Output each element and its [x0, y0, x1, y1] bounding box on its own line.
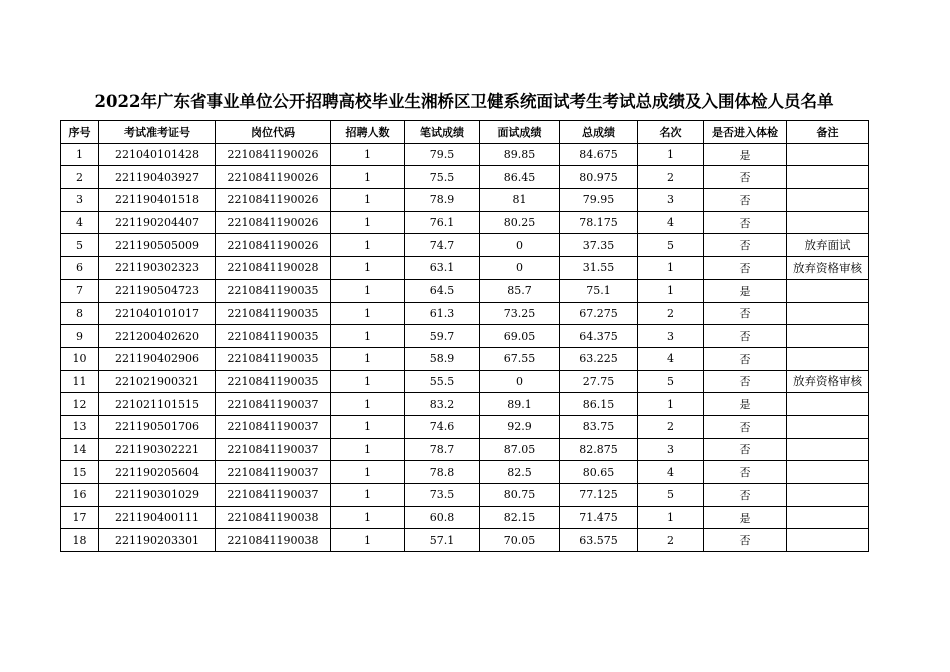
cell-index: 7	[61, 279, 99, 302]
cell-written-score: 73.5	[405, 484, 480, 507]
cell-recruit-count: 1	[331, 415, 405, 438]
cell-interview-score: 69.05	[480, 325, 560, 348]
cell-total-score: 63.575	[560, 529, 638, 552]
cell-remarks	[787, 143, 869, 166]
header-index: 序号	[61, 121, 99, 144]
cell-position-code: 2210841190026	[216, 211, 331, 234]
header-medical-exam: 是否进入体检	[704, 121, 787, 144]
cell-ticket-number: 221190204407	[99, 211, 216, 234]
table-row	[61, 529, 869, 552]
cell-medical-exam: 是	[704, 279, 787, 302]
cell-medical-exam: 否	[704, 325, 787, 348]
cell-written-score: 63.1	[405, 257, 480, 280]
cell-interview-score: 87.05	[480, 438, 560, 461]
table-row	[61, 166, 869, 189]
table-row	[61, 279, 869, 302]
cell-position-code: 2210841190037	[216, 484, 331, 507]
cell-interview-score: 86.45	[480, 166, 560, 189]
table-row	[61, 302, 869, 325]
cell-interview-score: 0	[480, 370, 560, 393]
cell-remarks	[787, 189, 869, 212]
cell-recruit-count: 1	[331, 325, 405, 348]
cell-ticket-number: 221021101515	[99, 393, 216, 416]
cell-medical-exam: 否	[704, 189, 787, 212]
cell-interview-score: 70.05	[480, 529, 560, 552]
table-row	[61, 461, 869, 484]
table-row	[61, 234, 869, 257]
cell-recruit-count: 1	[331, 211, 405, 234]
cell-ticket-number: 221190505009	[99, 234, 216, 257]
cell-rank: 2	[638, 302, 704, 325]
cell-written-score: 78.7	[405, 438, 480, 461]
cell-position-code: 2210841190038	[216, 529, 331, 552]
cell-position-code: 2210841190035	[216, 302, 331, 325]
cell-ticket-number: 221190301029	[99, 484, 216, 507]
cell-index: 14	[61, 438, 99, 461]
cell-total-score: 80.65	[560, 461, 638, 484]
cell-position-code: 2210841190026	[216, 189, 331, 212]
cell-rank: 4	[638, 211, 704, 234]
cell-medical-exam: 是	[704, 393, 787, 416]
cell-interview-score: 81	[480, 189, 560, 212]
results-table	[60, 120, 869, 552]
cell-position-code: 2210841190038	[216, 506, 331, 529]
cell-index: 10	[61, 347, 99, 370]
cell-written-score: 74.6	[405, 415, 480, 438]
cell-total-score: 82.875	[560, 438, 638, 461]
cell-position-code: 2210841190026	[216, 234, 331, 257]
cell-ticket-number: 221190504723	[99, 279, 216, 302]
cell-remarks	[787, 279, 869, 302]
header-ticket-number: 考试准考证号	[99, 121, 216, 144]
cell-rank: 1	[638, 393, 704, 416]
cell-interview-score: 82.15	[480, 506, 560, 529]
document-title: 2022年广东省事业单位公开招聘高校毕业生湘桥区卫健系统面试考生考试总成绩及入围体检人员名单	[94, 92, 834, 111]
cell-recruit-count: 1	[331, 529, 405, 552]
cell-total-score: 83.75	[560, 415, 638, 438]
cell-ticket-number: 221200402620	[99, 325, 216, 348]
table-row	[61, 211, 869, 234]
cell-written-score: 61.3	[405, 302, 480, 325]
cell-rank: 2	[638, 415, 704, 438]
cell-position-code: 2210841190035	[216, 347, 331, 370]
cell-remarks	[787, 529, 869, 552]
cell-written-score: 83.2	[405, 393, 480, 416]
header-remarks: 备注	[787, 121, 869, 144]
cell-total-score: 64.375	[560, 325, 638, 348]
cell-total-score: 71.475	[560, 506, 638, 529]
cell-interview-score: 92.9	[480, 415, 560, 438]
cell-total-score: 77.125	[560, 484, 638, 507]
cell-recruit-count: 1	[331, 279, 405, 302]
table-row	[61, 325, 869, 348]
cell-recruit-count: 1	[331, 438, 405, 461]
cell-ticket-number: 221040101428	[99, 143, 216, 166]
cell-total-score: 78.175	[560, 211, 638, 234]
cell-remarks	[787, 166, 869, 189]
cell-index: 16	[61, 484, 99, 507]
cell-recruit-count: 1	[331, 370, 405, 393]
cell-index: 12	[61, 393, 99, 416]
cell-written-score: 58.9	[405, 347, 480, 370]
cell-recruit-count: 1	[331, 234, 405, 257]
cell-index: 15	[61, 461, 99, 484]
header-recruit-count: 招聘人数	[331, 121, 405, 144]
cell-recruit-count: 1	[331, 257, 405, 280]
cell-rank: 5	[638, 370, 704, 393]
cell-ticket-number: 221190205604	[99, 461, 216, 484]
cell-index: 18	[61, 529, 99, 552]
cell-ticket-number: 221190203301	[99, 529, 216, 552]
cell-rank: 3	[638, 325, 704, 348]
header-interview-score: 面试成绩	[480, 121, 560, 144]
header-written-score: 笔试成绩	[405, 121, 480, 144]
cell-medical-exam: 否	[704, 529, 787, 552]
cell-medical-exam: 否	[704, 302, 787, 325]
table-row	[61, 415, 869, 438]
cell-ticket-number: 221190403927	[99, 166, 216, 189]
cell-interview-score: 80.75	[480, 484, 560, 507]
cell-interview-score: 0	[480, 234, 560, 257]
cell-position-code: 2210841190028	[216, 257, 331, 280]
cell-ticket-number: 221021900321	[99, 370, 216, 393]
cell-medical-exam: 否	[704, 211, 787, 234]
cell-written-score: 57.1	[405, 529, 480, 552]
cell-position-code: 2210841190026	[216, 166, 331, 189]
cell-medical-exam: 是	[704, 506, 787, 529]
cell-interview-score: 89.85	[480, 143, 560, 166]
cell-ticket-number: 221190400111	[99, 506, 216, 529]
cell-written-score: 59.7	[405, 325, 480, 348]
cell-index: 11	[61, 370, 99, 393]
table-row	[61, 347, 869, 370]
cell-rank: 4	[638, 347, 704, 370]
cell-index: 4	[61, 211, 99, 234]
cell-index: 8	[61, 302, 99, 325]
cell-written-score: 60.8	[405, 506, 480, 529]
cell-rank: 4	[638, 461, 704, 484]
cell-ticket-number: 221190401518	[99, 189, 216, 212]
cell-total-score: 37.35	[560, 234, 638, 257]
cell-recruit-count: 1	[331, 166, 405, 189]
cell-position-code: 2210841190026	[216, 143, 331, 166]
cell-rank: 2	[638, 529, 704, 552]
cell-rank: 3	[638, 438, 704, 461]
cell-medical-exam: 否	[704, 461, 787, 484]
cell-interview-score: 80.25	[480, 211, 560, 234]
cell-medical-exam: 否	[704, 370, 787, 393]
cell-rank: 5	[638, 484, 704, 507]
cell-rank: 1	[638, 506, 704, 529]
cell-total-score: 84.675	[560, 143, 638, 166]
table-row	[61, 189, 869, 212]
cell-medical-exam: 否	[704, 484, 787, 507]
cell-recruit-count: 1	[331, 484, 405, 507]
cell-recruit-count: 1	[331, 347, 405, 370]
table-row	[61, 438, 869, 461]
cell-recruit-count: 1	[331, 393, 405, 416]
cell-position-code: 2210841190037	[216, 415, 331, 438]
header-position-code: 岗位代码	[216, 121, 331, 144]
cell-recruit-count: 1	[331, 143, 405, 166]
table-row	[61, 484, 869, 507]
cell-rank: 2	[638, 166, 704, 189]
cell-position-code: 2210841190037	[216, 461, 331, 484]
cell-rank: 3	[638, 189, 704, 212]
cell-ticket-number: 221040101017	[99, 302, 216, 325]
cell-written-score: 78.9	[405, 189, 480, 212]
cell-written-score: 75.5	[405, 166, 480, 189]
cell-interview-score: 73.25	[480, 302, 560, 325]
cell-written-score: 55.5	[405, 370, 480, 393]
cell-rank: 5	[638, 234, 704, 257]
cell-recruit-count: 1	[331, 506, 405, 529]
cell-medical-exam: 是	[704, 143, 787, 166]
cell-medical-exam: 否	[704, 415, 787, 438]
cell-index: 17	[61, 506, 99, 529]
cell-remarks	[787, 347, 869, 370]
table-row	[61, 143, 869, 166]
cell-remarks	[787, 393, 869, 416]
cell-recruit-count: 1	[331, 461, 405, 484]
cell-medical-exam: 否	[704, 257, 787, 280]
cell-interview-score: 85.7	[480, 279, 560, 302]
cell-remarks	[787, 461, 869, 484]
cell-position-code: 2210841190035	[216, 279, 331, 302]
cell-total-score: 80.975	[560, 166, 638, 189]
cell-total-score: 27.75	[560, 370, 638, 393]
cell-remarks	[787, 302, 869, 325]
cell-written-score: 76.1	[405, 211, 480, 234]
cell-interview-score: 82.5	[480, 461, 560, 484]
cell-remarks: 放弃面试	[787, 234, 869, 257]
cell-total-score: 67.275	[560, 302, 638, 325]
cell-interview-score: 0	[480, 257, 560, 280]
cell-remarks	[787, 211, 869, 234]
cell-index: 3	[61, 189, 99, 212]
cell-index: 2	[61, 166, 99, 189]
cell-position-code: 2210841190037	[216, 393, 331, 416]
cell-interview-score: 89.1	[480, 393, 560, 416]
cell-remarks	[787, 506, 869, 529]
cell-ticket-number: 221190302323	[99, 257, 216, 280]
cell-written-score: 64.5	[405, 279, 480, 302]
cell-medical-exam: 否	[704, 234, 787, 257]
cell-rank: 1	[638, 257, 704, 280]
cell-total-score: 79.95	[560, 189, 638, 212]
cell-index: 5	[61, 234, 99, 257]
cell-remarks	[787, 484, 869, 507]
cell-interview-score: 67.55	[480, 347, 560, 370]
table-body	[61, 143, 869, 551]
cell-written-score: 79.5	[405, 143, 480, 166]
cell-position-code: 2210841190037	[216, 438, 331, 461]
cell-rank: 1	[638, 143, 704, 166]
cell-recruit-count: 1	[331, 302, 405, 325]
cell-rank: 1	[638, 279, 704, 302]
cell-written-score: 74.7	[405, 234, 480, 257]
cell-ticket-number: 221190302221	[99, 438, 216, 461]
cell-remarks	[787, 415, 869, 438]
cell-ticket-number: 221190402906	[99, 347, 216, 370]
cell-total-score: 63.225	[560, 347, 638, 370]
cell-medical-exam: 否	[704, 347, 787, 370]
cell-remarks	[787, 325, 869, 348]
cell-total-score: 31.55	[560, 257, 638, 280]
cell-total-score: 75.1	[560, 279, 638, 302]
cell-remarks	[787, 438, 869, 461]
cell-index: 13	[61, 415, 99, 438]
cell-ticket-number: 221190501706	[99, 415, 216, 438]
table-row	[61, 506, 869, 529]
header-total-score: 总成绩	[560, 121, 638, 144]
cell-medical-exam: 否	[704, 166, 787, 189]
cell-remarks: 放弃资格审核	[787, 370, 869, 393]
cell-medical-exam: 否	[704, 438, 787, 461]
cell-position-code: 2210841190035	[216, 325, 331, 348]
header-rank: 名次	[638, 121, 704, 144]
table-row	[61, 393, 869, 416]
table-row	[61, 370, 869, 393]
cell-written-score: 78.8	[405, 461, 480, 484]
cell-recruit-count: 1	[331, 189, 405, 212]
cell-index: 6	[61, 257, 99, 280]
table-row	[61, 257, 869, 280]
header-row	[61, 121, 869, 144]
cell-remarks: 放弃资格审核	[787, 257, 869, 280]
cell-position-code: 2210841190035	[216, 370, 331, 393]
cell-total-score: 86.15	[560, 393, 638, 416]
cell-index: 1	[61, 143, 99, 166]
cell-index: 9	[61, 325, 99, 348]
